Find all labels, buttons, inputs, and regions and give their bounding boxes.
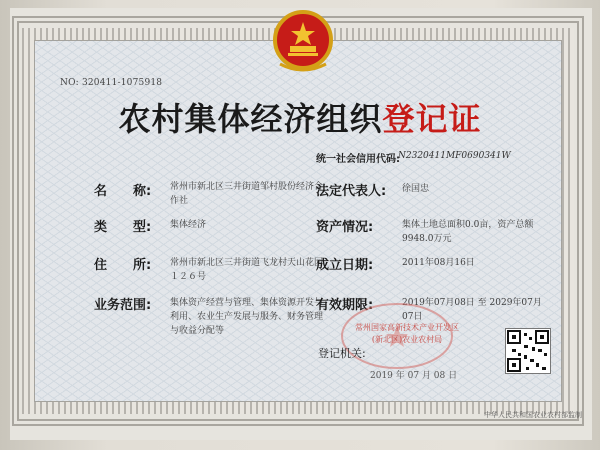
established-date-label: 成立日期: (316, 258, 374, 273)
established-date-value: 2011年08月16日 (402, 258, 475, 268)
address-value: 常州市新北区三井街道飞龙村天山花园１２６号 (170, 258, 324, 282)
certificate-title (100, 94, 500, 140)
issue-date: 2019 年 07 月 08 日 (370, 371, 458, 381)
legal-rep-value: 徐国忠 (402, 184, 430, 194)
credit-code-value: N2320411MF0690341W (398, 151, 511, 161)
business-scope-label: 业务范围: (94, 298, 152, 313)
legal-rep-label: 法定代表人: (316, 184, 387, 199)
business-scope-value: 集体资产经营与管理、集体资源开发与利用、农业生产发展与服务、财务管理与收益分配等 (170, 298, 324, 336)
seal-line-2: (新北区)农业农村局 (371, 335, 443, 344)
name-label: 名 称: (94, 184, 152, 199)
name-value: 常州市新北区三井街道邹村股份经济合作社 (170, 182, 324, 206)
seal-text (352, 322, 462, 346)
title-main: 农村集体经济组织 (118, 100, 383, 138)
validity-label: 有效期限: (316, 298, 374, 313)
issuer-label: 登记机关: (318, 347, 366, 360)
title-red-part: 登记证 (382, 100, 482, 138)
assets-label: 资产情况: (316, 220, 374, 235)
footer-supervisor: 中华人民共和国农业农村部监制 (484, 411, 582, 419)
type-label: 类 型: (94, 220, 152, 235)
seal-line-1: 常州国家高新技术产业开发区 (355, 323, 459, 332)
credit-code-label: 统一社会信用代码: (316, 154, 400, 165)
qr-code-icon (505, 328, 551, 374)
address-label: 住 所: (94, 258, 152, 273)
validity-value: 2019年07月08日 至 2029年07月07日 (402, 298, 542, 322)
national-emblem-icon (270, 6, 336, 76)
certificate-number: NO: 320411-1075918 (60, 78, 163, 88)
assets-value: 集体土地总面积0.0亩，资产总额9948.0万元 (402, 220, 534, 244)
type-value: 集体经济 (170, 220, 207, 230)
